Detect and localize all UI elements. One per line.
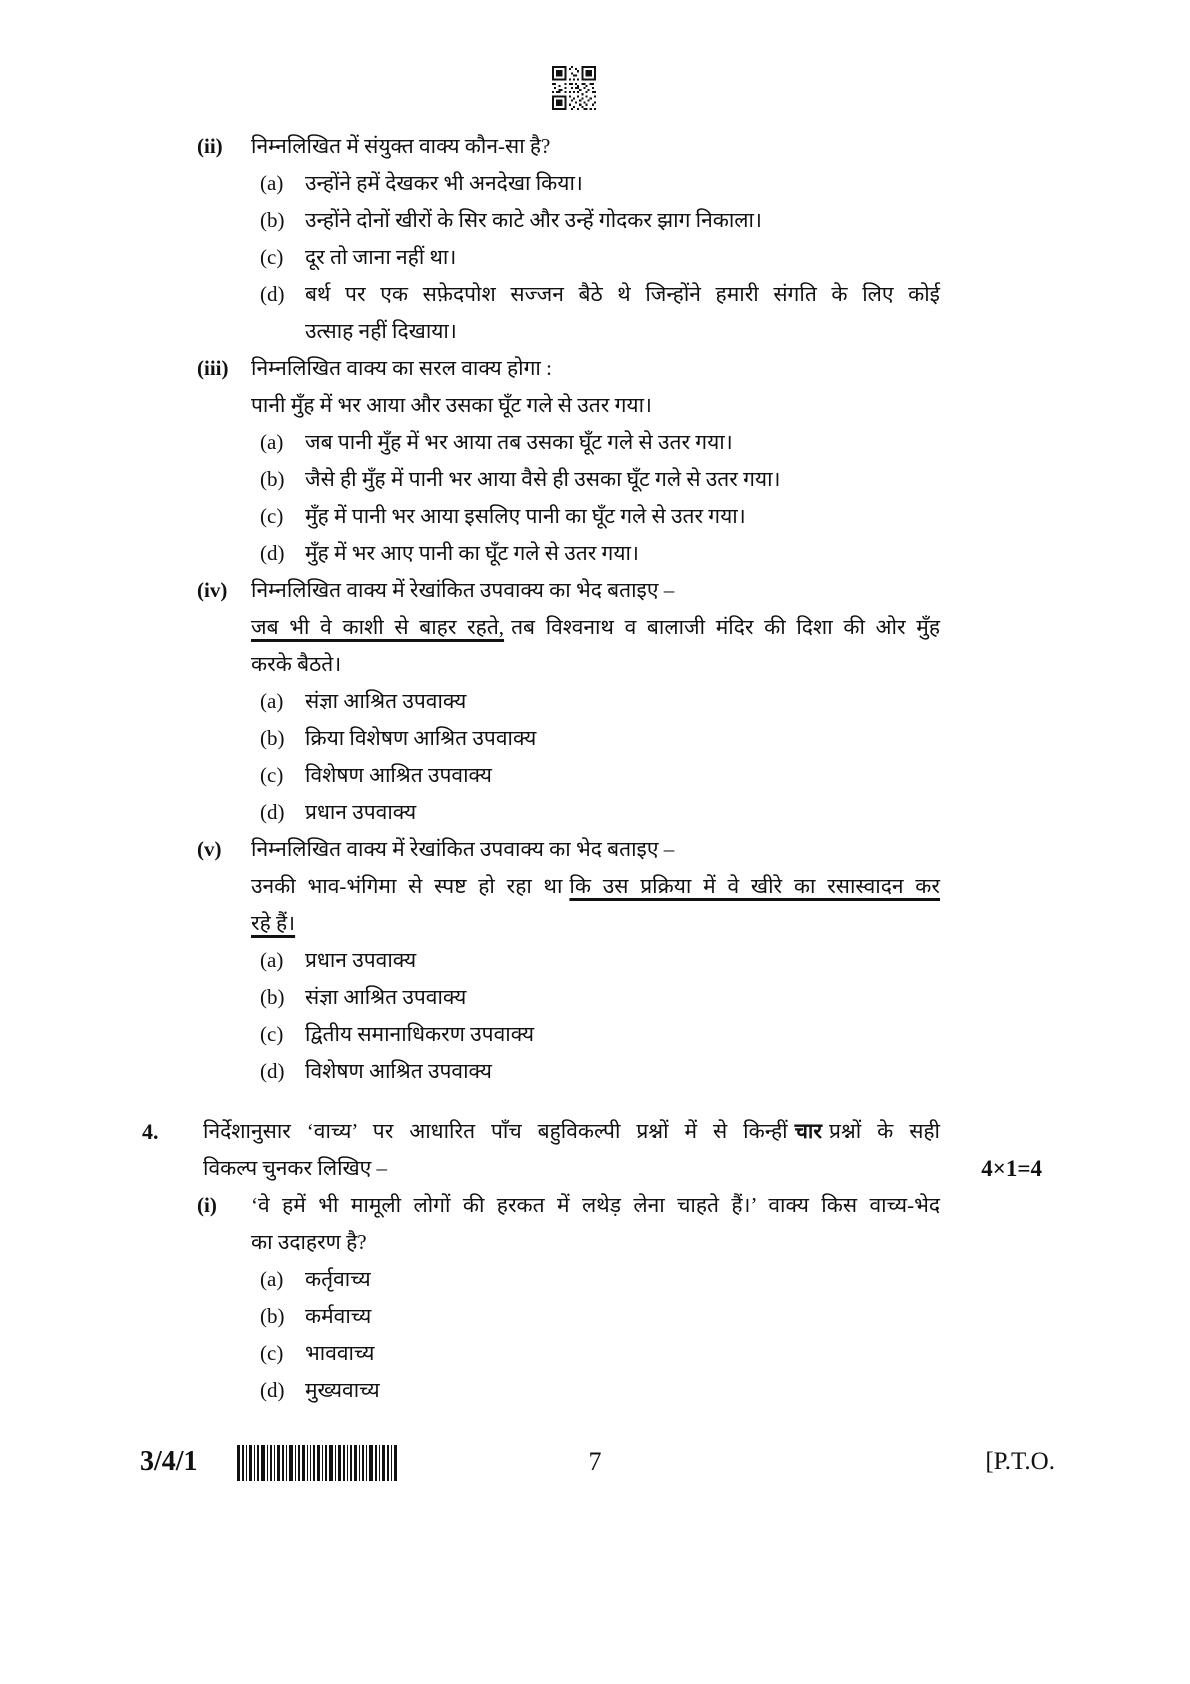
option-letter: (b) [260, 726, 285, 750]
option-text: विशेषण आश्रित उपवाक्य [305, 1059, 492, 1083]
option-row [0, 202, 1190, 239]
option-letter: (b) [260, 467, 285, 491]
question-text: निम्नलिखित वाक्य में रेखांकित उपवाक्य का भेद बताइए – [251, 837, 675, 861]
marks-allocation: 4×1=4 [981, 1156, 1042, 1181]
option-row [0, 683, 1190, 720]
option-letter: (c) [260, 245, 284, 269]
option-text: भाववाच्य [305, 1341, 375, 1365]
qr-code-icon [552, 66, 596, 110]
option-text: कर्तृवाच्य [305, 1267, 371, 1291]
question-row [0, 572, 1190, 609]
option-text: जब पानी मुँह में भर आया तब उसका घूँट गले से उतर गया। [305, 430, 733, 454]
question-text: निम्नलिखित में संयुक्त वाक्य कौन-सा है? [251, 134, 551, 158]
option-text: बर्थ पर एक सफ़ेदपोश सज्जन बैठे थे जिन्होंने हमारी संगति के लिए कोई [305, 282, 940, 306]
option-text: क्रिया विशेषण आश्रित उपवाक्य [305, 726, 537, 750]
option-row [0, 979, 1190, 1016]
option-letter: (b) [260, 985, 285, 1009]
question-row [0, 350, 1190, 387]
option-letter: (a) [260, 1267, 284, 1291]
option-row [0, 461, 1190, 498]
option-text: संज्ञा आश्रित उपवाक्य [305, 689, 467, 713]
question-label: (iv) [197, 578, 228, 602]
stem-text: पानी मुँह में भर आया और उसका घूँट गले से उतर गया। [251, 393, 652, 417]
option-text: संज्ञा आश्रित उपवाक्य [305, 985, 467, 1009]
option-letter: (b) [260, 1304, 285, 1328]
option-letter: (d) [260, 282, 285, 306]
option-text: विशेषण आश्रित उपवाक्य [305, 763, 492, 787]
question-label: (ii) [197, 134, 223, 158]
paper-code: 3/4/1 [140, 1446, 198, 1477]
stem-text-continued: करके बैठते। [251, 652, 342, 676]
option-row [0, 757, 1190, 794]
option-letter: (c) [260, 763, 284, 787]
option-letter: (d) [260, 1378, 285, 1402]
question-text-continued: का उदाहरण है? [251, 1230, 367, 1254]
question-label: (v) [197, 837, 222, 861]
question-text: निम्नलिखित वाक्य का सरल वाक्य होगा : [251, 356, 552, 380]
option-text: मुख्यवाच्य [305, 1378, 380, 1402]
option-text: मुँह में भर आए पानी का घूँट गले से उतर गया। [305, 541, 639, 565]
option-row [0, 1261, 1190, 1298]
option-row [0, 165, 1190, 202]
page-body [0, 128, 1190, 1409]
option-row [0, 1372, 1190, 1409]
option-row [0, 1053, 1190, 1090]
option-letter: (a) [260, 689, 284, 713]
option-text: जैसे ही मुँह में पानी भर आया वैसे ही उसका घूँट गले से उतर गया। [305, 467, 781, 491]
option-letter: (b) [260, 208, 285, 232]
option-row [0, 942, 1190, 979]
question-4-row: 4. निर्देशानुसार ‘वाच्य’ पर आधारित पाँच बहुविकल्पी प्रश्नों में से किन्हीं चार प्रश्नों के सही [0, 1113, 1190, 1150]
option-row [0, 1298, 1190, 1335]
section-gap [0, 1090, 1190, 1113]
question-4-line2: विकल्प चुनकर लिखिए – 4×1=4 [0, 1150, 1190, 1187]
stem-text: उनकी भाव-भंगिमा से स्पष्ट हो रहा था कि उस प्रक्रिया में वे खीरे का रसास्वादन कर [251, 874, 940, 898]
option-text: प्रधान उपवाक्य [305, 800, 417, 824]
option-text: मुँह में पानी भर आया इसलिए पानी का घूँट गले से उतर गया। [305, 504, 746, 528]
question-text: ‘वे हमें भी मामूली लोगों की हरकत में लथेड़ लेना चाहते हैं।’ वाक्य किस वाच्य-भेद [251, 1193, 940, 1217]
pto-label: [P.T.O. [985, 1448, 1055, 1475]
option-letter: (c) [260, 1341, 284, 1365]
bold-word: चार [794, 1119, 822, 1143]
stem-text: जब भी वे काशी से बाहर रहते, तब विश्वनाथ व बालाजी मंदिर की दिशा की ओर मुँह [251, 615, 940, 639]
option-letter: (c) [260, 1022, 284, 1046]
option-letter: (c) [260, 504, 284, 528]
question-row [0, 831, 1190, 868]
option-row [0, 720, 1190, 757]
page-footer [0, 1438, 1190, 1486]
question-text: निम्नलिखित वाक्य में रेखांकित उपवाक्य का भेद बताइए – [251, 578, 675, 602]
option-letter: (d) [260, 1059, 285, 1083]
underlined-clause: कि उस प्रक्रिया में वे खीरे का रसास्वादन कर [569, 874, 940, 898]
underlined-clause: जब भी वे काशी से बाहर रहते, [251, 615, 505, 639]
question-label: (iii) [197, 356, 229, 380]
option-text: दूर तो जाना नहीं था। [305, 245, 457, 269]
option-row [0, 239, 1190, 276]
underlined-clause: रहे हैं। [251, 911, 296, 935]
stem-text-continued [0, 905, 1190, 942]
option-letter: (a) [260, 430, 284, 454]
option-row [0, 498, 1190, 535]
option-row [0, 1016, 1190, 1053]
question-row [0, 128, 1190, 165]
option-text: उन्होंने दोनों खीरों के सिर काटे और उन्हें गोदकर झाग निकाला। [305, 208, 762, 232]
option-text: उन्होंने हमें देखकर भी अनदेखा किया। [305, 171, 583, 195]
option-text: प्रधान उपवाक्य [305, 948, 417, 972]
option-row [0, 424, 1190, 461]
option-text: कर्मवाच्य [305, 1304, 372, 1328]
option-letter: (a) [260, 171, 284, 195]
option-letter: (d) [260, 800, 285, 824]
option-row [0, 535, 1190, 572]
question-number: 4. [142, 1119, 159, 1144]
question-row [0, 1187, 1190, 1224]
question-label: (i) [197, 1193, 217, 1217]
page-number: 7 [588, 1447, 602, 1476]
option-text-continued: उत्साह नहीं दिखाया। [305, 319, 457, 343]
option-letter: (d) [260, 541, 285, 565]
option-letter: (a) [260, 948, 284, 972]
option-row [0, 794, 1190, 831]
option-text: द्वितीय समानाधिकरण उपवाक्य [305, 1022, 535, 1046]
option-row [0, 276, 1190, 313]
option-row [0, 1335, 1190, 1372]
